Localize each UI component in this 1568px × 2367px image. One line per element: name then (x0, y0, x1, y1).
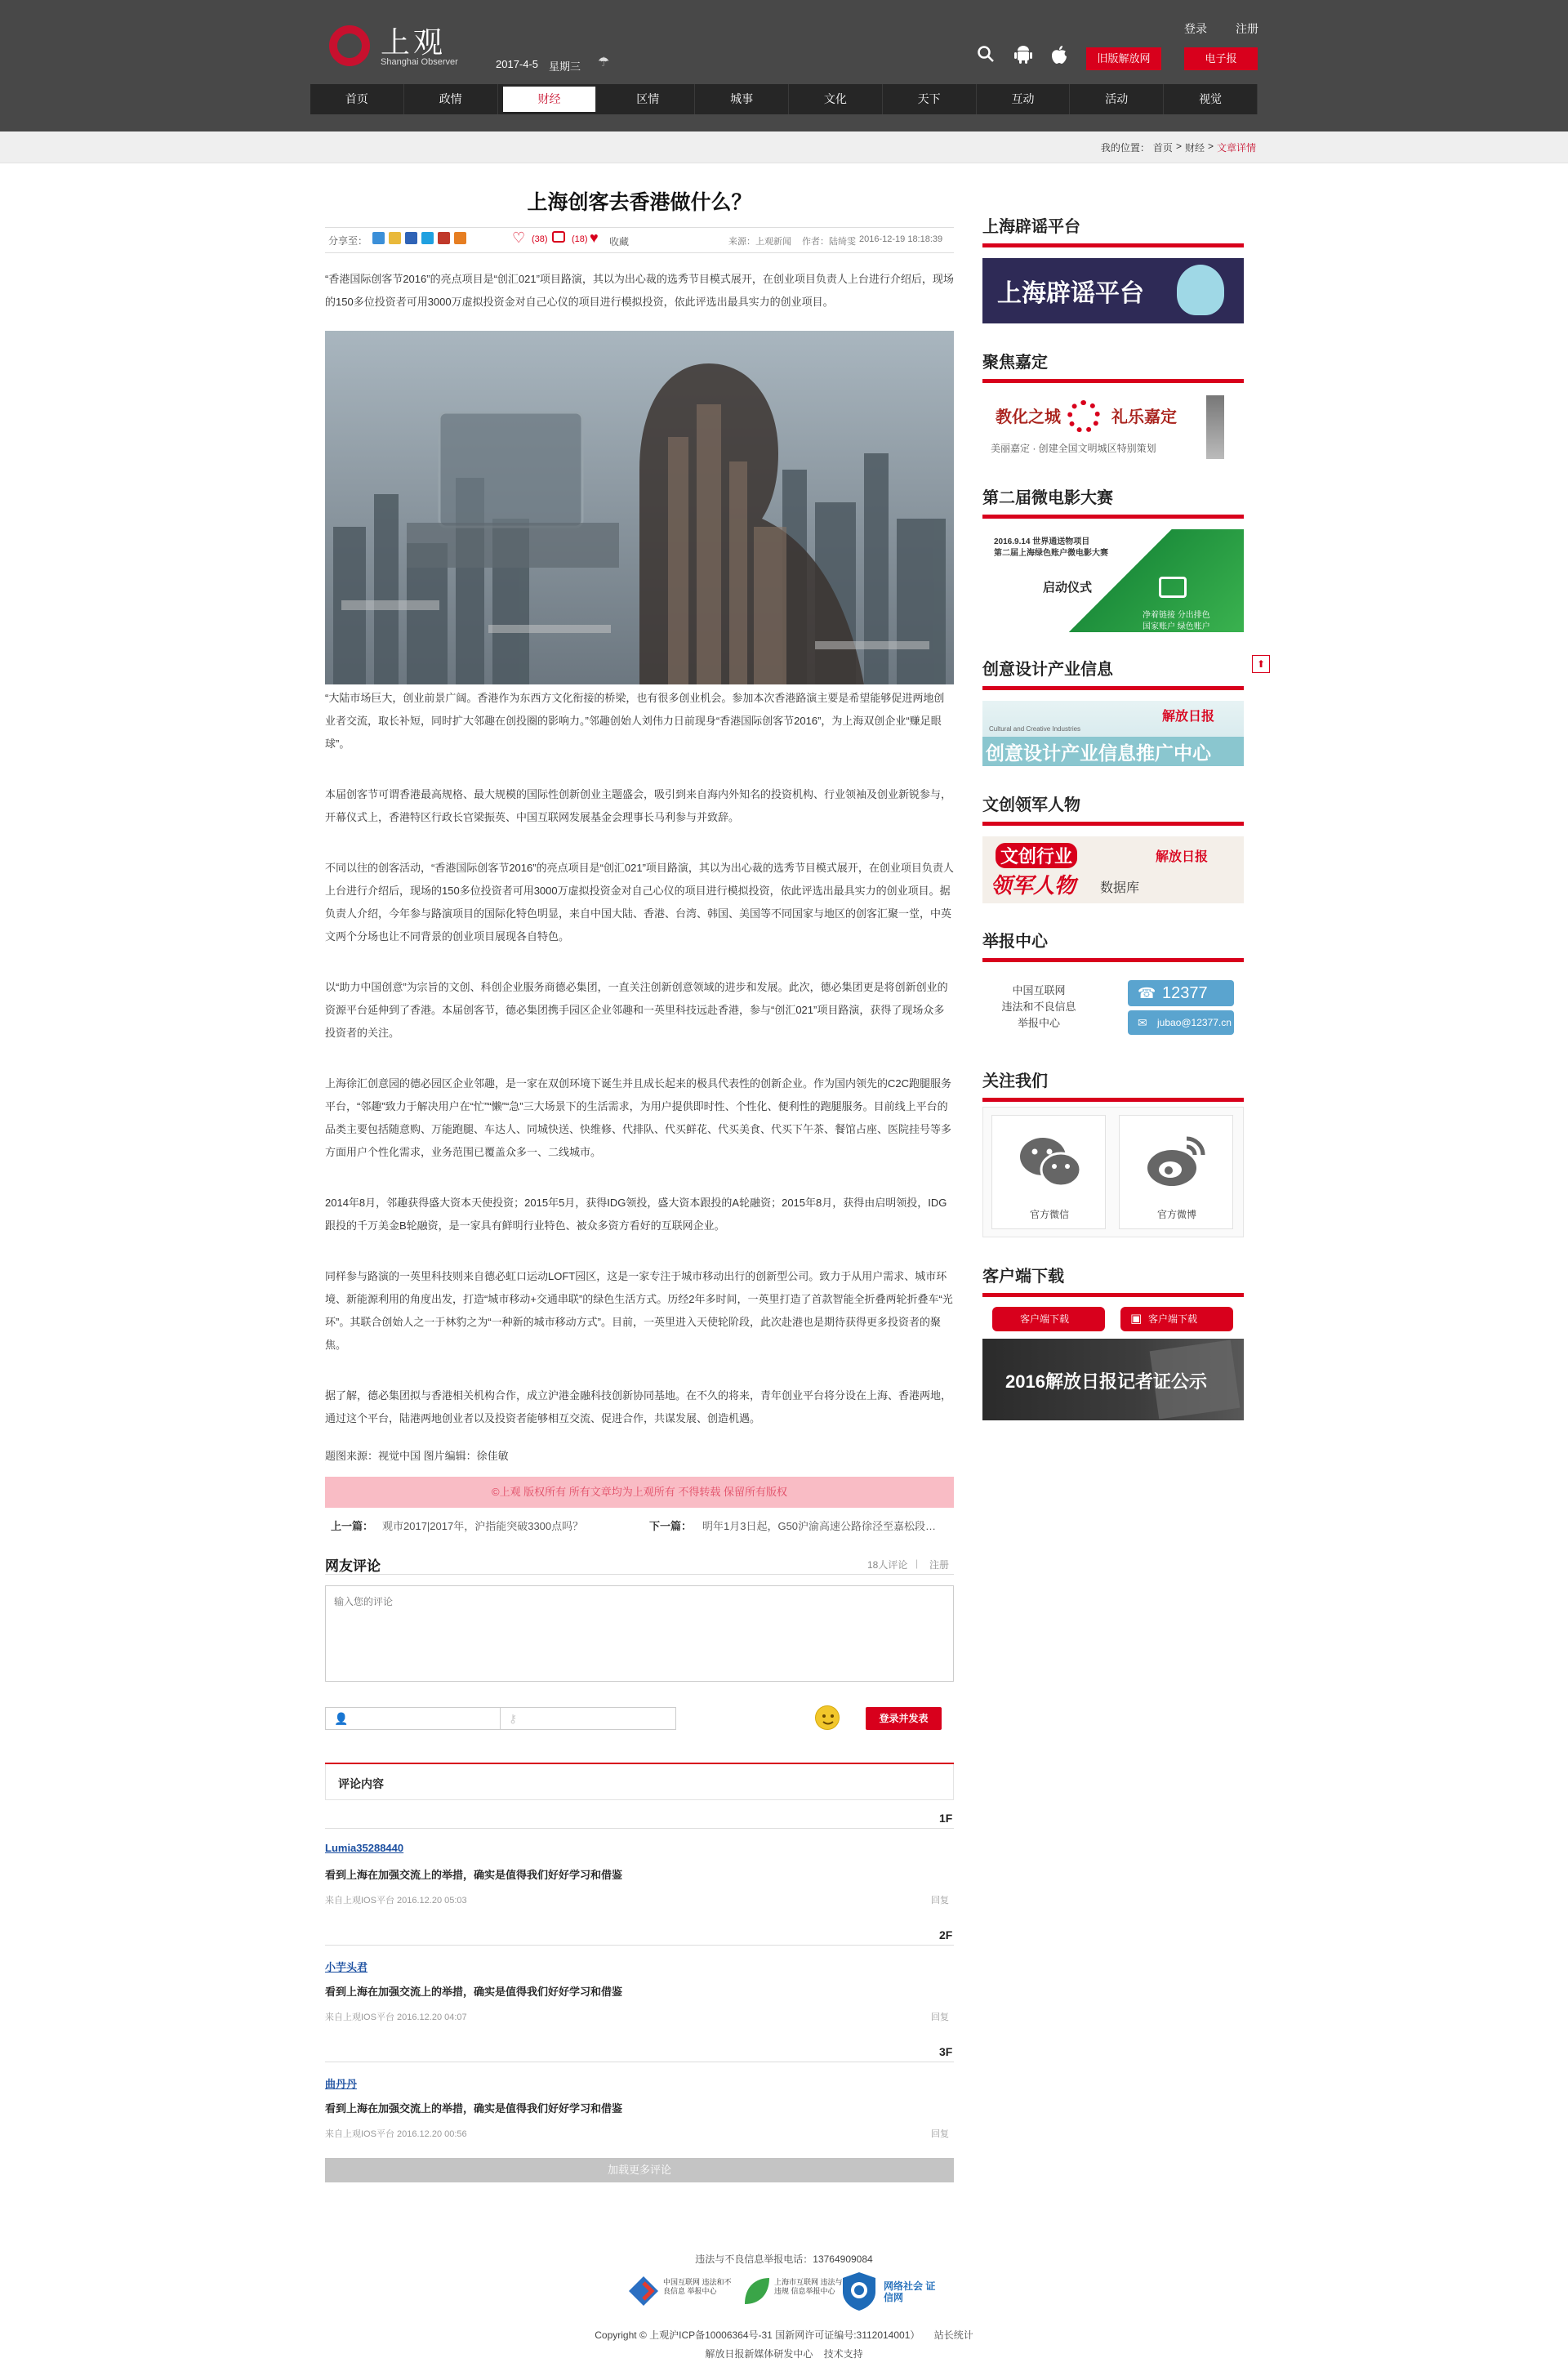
banner-text: 第二届上海绿色账户微电影大赛 (994, 549, 1108, 558)
article-paragraph: “大陆市场巨大，创业前景广阔。香港作为东西方文化衔接的桥梁，也有很多创业机会。参加本次香港路演主要是希望能够促进两地创业者交流，取长补短，同时扩大邻趣在创投圈的影响力。”邻趣创始人刘伟力日前现身“香港国际创客节2016”，为上海双创企业“赚足眼球”。 (325, 692, 945, 750)
share-douban-icon[interactable] (438, 232, 450, 244)
article-photo (325, 331, 954, 684)
share-more-icon[interactable] (454, 232, 466, 244)
divider (325, 1574, 954, 1575)
banner-text: 教化之城 (996, 407, 1061, 426)
pagoda-icon (1206, 395, 1224, 459)
banner-text: 2016解放日报记者证公示 (1005, 1371, 1207, 1392)
sidebar-title-line (982, 958, 1244, 962)
reply-link[interactable]: 回复 (931, 2013, 949, 2022)
wechat-card[interactable] (991, 1115, 1106, 1229)
footer-copyright-line (0, 2328, 1568, 2342)
report-line: 违法和不良信息 (1001, 1001, 1076, 1013)
sidebar-title: 上海辟谣平台 (982, 218, 1080, 236)
banner-text: 文创行业 (996, 843, 1077, 868)
divider (325, 1945, 954, 1946)
sidebar-title: 举报中心 (982, 933, 1048, 951)
banner-text: 国家账户 绿色账户 (1143, 622, 1210, 631)
article-paragraph: 以“助力中国创意”为宗旨的文创、科创企业服务商德必集团，一直关注创新创意领域的进步和发展。此次，德必集团更是将创新创业的资源平台延伸到了香港。本届创客节，德必集团携手园区企业邻趣和一英里科技远赴香港，参与“创汇021”项目路演，获得了现场众多投资者的关注。 (325, 981, 948, 1039)
article-paragraph: 本届创客节可谓香港最高规格、最大规模的国际性创新创业主题盛会，吸引到来自海内外知名的投资机构、行业领袖及创业新锐参与，开幕仪式上，香港特区行政长官梁振英、中国互联网发展基金会理事长马利参与并致辞。 (325, 788, 952, 823)
comment-count: (18) (572, 234, 588, 244)
wechat-label: 官方微信 (1029, 1209, 1069, 1220)
weibo-icon (1144, 1134, 1209, 1191)
submit-comment-button[interactable]: 登录并发表 (866, 1707, 942, 1730)
report-mail: jubao@12377.cn (1157, 1017, 1232, 1028)
comments-title: 网友评论 (325, 1558, 381, 1574)
comment-author[interactable]: 小芋头君 (325, 1961, 368, 1973)
banner-text: 礼乐嘉定 (1111, 407, 1177, 426)
creative-industry-banner[interactable] (982, 701, 1244, 766)
banner-text: 领军人物 (991, 873, 1076, 898)
weather-icon: ☂ (598, 56, 610, 69)
banner-text: 数据库 (1100, 881, 1140, 895)
comment-text: 看到上海在加强交流上的举措，确实是值得我们好好学习和借鉴 (325, 1986, 623, 1998)
header-date: 2017-4-5 (496, 58, 539, 70)
sidebar-title-line (982, 379, 1244, 383)
comments-count: 18人评论 (867, 1559, 908, 1571)
banner-text: 2016.9.14 世界通送物项目 (994, 537, 1090, 546)
next-article-link[interactable]: 明年1月3日起，G50沪渝高速公路徐泾至嘉松段… (702, 1520, 937, 1532)
emoji-icon[interactable] (815, 1705, 840, 1730)
share-label: 分享至： (328, 235, 368, 247)
android-icon: ▣ (1130, 1312, 1143, 1326)
comment-list-header (325, 1764, 954, 1800)
share-tencent-icon[interactable] (421, 232, 434, 244)
footer-copyright: Copyright © 上观沪ICP备10006364号-31 国新网许可证编号:3112014001） (595, 2329, 920, 2341)
logo-subtitle: Shanghai Observer (381, 57, 458, 67)
like-icon[interactable]: ♡ (512, 230, 526, 246)
article-title: 上海创客去香港做什么？ (527, 191, 752, 214)
follow-us-panel (982, 1107, 1244, 1237)
badge-text: 网络社会 证信网 (884, 2280, 936, 2303)
report-center-logo-icon (627, 2275, 660, 2307)
old-site-button[interactable]: 旧版解放网 (1086, 47, 1161, 70)
download-label: 客户端下载 (1148, 1313, 1198, 1325)
search-icon[interactable] (977, 45, 995, 68)
load-more-button[interactable]: 加载更多评论 (325, 2158, 954, 2182)
copyright-notice: ©上观 版权所有 所有文章均为上观所有 不得转载 保留所有版权 (325, 1477, 954, 1508)
share-weibo-icon[interactable] (372, 232, 385, 244)
comment-meta: 来自上观IOS平台 2016.12.20 00:56 (325, 2129, 467, 2139)
footer-dev-line (0, 2347, 1568, 2360)
breadcrumb-current: 文章详情 (1216, 142, 1256, 154)
sidebar-title-line (982, 243, 1244, 247)
share-icons (372, 232, 466, 244)
sidebar-title: 创意设计产业信息 (982, 661, 1113, 679)
comment-author[interactable]: 曲丹丹 (325, 2078, 358, 2090)
breadcrumb-sep: > (1207, 140, 1214, 152)
footer-hotline: 违法与不良信息举报电话：13764909084 (695, 2253, 873, 2265)
banner-small-text: Cultural and Creative Industries (989, 725, 1081, 733)
nav-tab-events[interactable]: 活动 (1070, 84, 1164, 114)
breadcrumb-bar (0, 132, 1568, 163)
ios-download-button[interactable] (992, 1307, 1105, 1331)
nav-tab-culture[interactable]: 文化 (789, 84, 883, 114)
nav-tab-finance[interactable]: 财经 (503, 87, 597, 112)
apple-icon[interactable] (1050, 45, 1068, 69)
reply-link[interactable]: 回复 (931, 1896, 949, 1906)
banner-text: 创意设计产业信息推广中心 (986, 742, 1211, 764)
stats-link[interactable]: 站长统计 (933, 2329, 973, 2341)
next-label: 下一篇： (649, 1520, 693, 1532)
nav-tab-interact[interactable]: 互动 (977, 84, 1071, 114)
share-renren-icon[interactable] (405, 232, 417, 244)
report-phone: 12377 (1162, 984, 1208, 1002)
reply-link[interactable]: 回复 (931, 2129, 949, 2139)
article-paragraph: 据了解，德必集团拟与香港相关机构合作，成立沪港金融科技创新协同基地。在不久的将来，青年创业平台将分设在上海、香港两地，通过这个平台，陆港两地创业者以及投资者能够相互交流、促进合作，共谋发展、创造机遇。 (325, 1389, 952, 1424)
article-paragraph: “香港国际创客节2016”的亮点项目是“创汇021”项目路演，其以为出心裁的选秀节目模式展开，在创业项目负责人上台进行介绍后，现场的150多位投资者可用3000万虚拟投资金对自己心仪的项目进行模拟投资，依此评选出最具实力的创业项目。 (325, 273, 954, 308)
download-label: 客户端下载 (1020, 1313, 1070, 1325)
nav-tab-home[interactable]: 首页 (310, 84, 404, 114)
comment-author[interactable]: Lumia35288440 (325, 1842, 404, 1854)
article-author: 作者：陆绮雯 (802, 237, 856, 247)
prev-label: 上一篇： (331, 1520, 374, 1532)
flower-logo-icon (1067, 400, 1100, 433)
main-nav (310, 84, 1258, 114)
footer-support: 技术支持 (823, 2348, 863, 2360)
report-line: 中国互联网 (1012, 984, 1066, 996)
mascot-icon (1177, 265, 1224, 315)
android-download-button[interactable] (1120, 1307, 1233, 1331)
micro-film-banner[interactable] (982, 529, 1244, 632)
shield-icon (841, 2271, 877, 2311)
comment-meta: 来自上观IOS平台 2016.12.20 04:07 (325, 2013, 467, 2022)
wechat-icon (1018, 1134, 1084, 1191)
breadcrumb (1101, 140, 1256, 154)
nav-tab-world[interactable]: 天下 (883, 84, 977, 114)
camera-icon (1159, 577, 1187, 598)
comment-textarea[interactable] (325, 1585, 954, 1682)
nav-tab-politics[interactable]: 政情 (404, 84, 498, 114)
sidebar-title: 文创领军人物 (982, 796, 1080, 814)
register-link[interactable]: 注册 (1236, 22, 1258, 35)
user-icon: 👤 (334, 1712, 349, 1725)
jiading-banner[interactable] (982, 394, 1244, 461)
logo-icon[interactable] (329, 25, 370, 66)
floor-number: 3F (939, 2045, 953, 2058)
comment-text: 看到上海在加强交流上的举措，确实是值得我们好好学习和借鉴 (325, 1869, 623, 1881)
comments-sep: | (915, 1558, 919, 1569)
breadcrumb-home[interactable]: 首页 (1152, 142, 1173, 154)
sidebar-title: 客户端下载 (982, 1268, 1064, 1286)
divider (325, 1828, 954, 1829)
back-to-top-icon[interactable]: ⬆ (1252, 655, 1270, 673)
footer-dev: 解放日报新媒体研发中心 (705, 2348, 813, 2360)
comment-icon[interactable] (552, 231, 565, 243)
sidebar-title: 第二届微电影大赛 (982, 489, 1113, 507)
share-qzone-icon[interactable] (389, 232, 401, 244)
e-paper-button[interactable]: 电子报 (1184, 47, 1258, 70)
report-phone-button[interactable] (1128, 980, 1234, 1006)
report-line: 举报中心 (1017, 1017, 1060, 1029)
floor-number: 1F (939, 1812, 953, 1825)
article-time: 2016-12-19 18:18:39 (859, 234, 943, 244)
weibo-card[interactable] (1119, 1115, 1233, 1229)
floor-number: 2F (939, 1928, 953, 1941)
mail-icon: ✉ (1138, 1016, 1147, 1029)
weibo-label: 官方微博 (1156, 1209, 1196, 1220)
logo-text[interactable]: 上观 (381, 26, 447, 60)
banner-text: 上海辟谣平台 (997, 280, 1144, 307)
report-center-text (990, 983, 1088, 1032)
jiefang-logo: 解放日报 (1156, 849, 1209, 864)
sidebar-title-line (982, 515, 1244, 519)
banner-caption: 美丽嘉定 · 创建全国文明城区特别策划 (991, 443, 1156, 454)
nav-tab-district[interactable]: 区情 (601, 84, 695, 114)
photo-credit: 题图来源：视觉中国 图片编辑：徐佳敏 (325, 1450, 509, 1462)
breadcrumb-prefix: 我的位置： (1100, 142, 1150, 154)
favorite-label[interactable]: 收藏 (609, 236, 630, 247)
sidebar-title-line (982, 822, 1244, 826)
press-card-banner[interactable] (982, 1339, 1244, 1420)
rumor-platform-banner[interactable] (982, 258, 1244, 323)
sidebar-title-line (982, 1098, 1244, 1102)
favorite-heart-icon[interactable]: ♥ (590, 230, 599, 246)
article-source: 来源：上观新闻 (728, 237, 791, 247)
phone-icon: ☎ (1138, 985, 1156, 1001)
sidebar-title-line (982, 1293, 1244, 1297)
leaf-logo-icon (742, 2275, 771, 2307)
nav-tab-city[interactable]: 城事 (695, 84, 789, 114)
footer-badge[interactable] (841, 2271, 939, 2311)
report-mail-button[interactable] (1128, 1010, 1234, 1035)
nav-tab-visual[interactable]: 视觉 (1164, 84, 1258, 114)
login-fields (325, 1707, 676, 1730)
sidebar-title: 聚焦嘉定 (982, 354, 1048, 372)
sidebar-title: 关注我们 (982, 1072, 1048, 1090)
banner-text: 启动仪式 (1043, 581, 1093, 595)
android-icon[interactable] (1014, 45, 1032, 69)
sidebar-title-line (982, 686, 1244, 690)
key-icon: ⚷ (509, 1712, 518, 1725)
username-field[interactable] (325, 1707, 501, 1730)
cultural-leaders-banner[interactable] (982, 836, 1244, 903)
badge-text: 中国互联网 违法和不良信息 举报中心 (663, 2278, 732, 2295)
footer-badge[interactable] (627, 2275, 735, 2307)
comment-meta: 来自上观IOS平台 2016.12.20 05:03 (325, 1896, 467, 1906)
comment-list-title: 评论内容 (338, 1777, 384, 1790)
password-field[interactable] (501, 1707, 676, 1730)
like-count: (38) (532, 234, 548, 244)
article-paragraph: 2014年8月，邻趣获得盛大资本天使投资；2015年5月，获得IDG领投，盛大资本跟投的A轮融资；2015年8月，获得由启明领投，IDG跟投的千万美金B轮融资，是一家具有鲜明行业特色、被众多资方看好的互联网企业。 (325, 1197, 947, 1232)
article-paragraph: 上海徐汇创意园的德必园区企业邻趣，是一家在双创环境下诞生并且成长起来的极具代表性的创新企业。作为国内领先的C2C跑腿服务平台，“邻趣”致力于解决用户在“忙”“懒”“急”三大场景下的生活需求，为用户提供即时性、个性化、便利性的跑腿服务。目前线上平台的品类主要包括随意购、万能跑腿、车达人、同城快送、快维修、代排队、代买鲜花、代买美食、代买下午茶、餐馆占座、医院挂号等多方面用户个性化需求，业务范围已覆盖众多一、二线城市。 (325, 1077, 952, 1158)
article-paragraph: 同样参与路演的一英里科技则来自德必虹口运动LOFT园区，这是一家专注于城市移动出行的创新型公司。致力于从用户需求、城市环境、新能源利用的角度出发，打造“城市移动+交通串联”的绿色生活方式。历经2年多时间，一英里打造了首款智能全折叠两轮折叠车“光环”。其联合创始人之一于林豹之为“一种新的城市移动方式”。目前，一英里进入天使轮阶段，此次赴港也是期待获得更多投资者的聚焦。 (325, 1270, 953, 1351)
prev-article-link[interactable]: 观市2017|2017年，沪指能突破3300点吗？ (382, 1520, 584, 1532)
comments-register-link[interactable]: 注册 (929, 1559, 950, 1571)
badge-text: 上海市互联网 违法与违规 信息举报中心 (774, 2278, 843, 2295)
comment-text: 看到上海在加强交流上的举措，确实是值得我们好好学习和借鉴 (325, 2102, 623, 2115)
breadcrumb-section[interactable]: 财经 (1184, 142, 1205, 154)
footer-badge[interactable] (742, 2275, 846, 2307)
header-weekday: 星期三 (549, 60, 581, 73)
article-paragraph: 不同以往的创客活动，“香港国际创客节2016”的亮点项目是“创汇021”项目路演，其以为出心裁的选秀节目模式展开，在创业项目负责人上台进行介绍后，现场的150多位投资者可用3000万虚拟投资金对自己心仪的项目进行模拟投资，依此评选出最具实力的创业项目。据负责人介绍，今年参与路演项目的国际化特色明显，来自中国大陆、香港、台湾、韩国、美国等不同国家与地区的创客汇聚一堂，中英文两个分场也让不同背景的创业项目展现各自特色。 (325, 862, 954, 943)
breadcrumb-sep: > (1175, 140, 1182, 152)
banner-text: 净着链接 分出排色 (1143, 611, 1210, 620)
jiefang-logo: 解放日报 (1162, 708, 1215, 724)
login-link[interactable]: 登录 (1184, 22, 1207, 35)
